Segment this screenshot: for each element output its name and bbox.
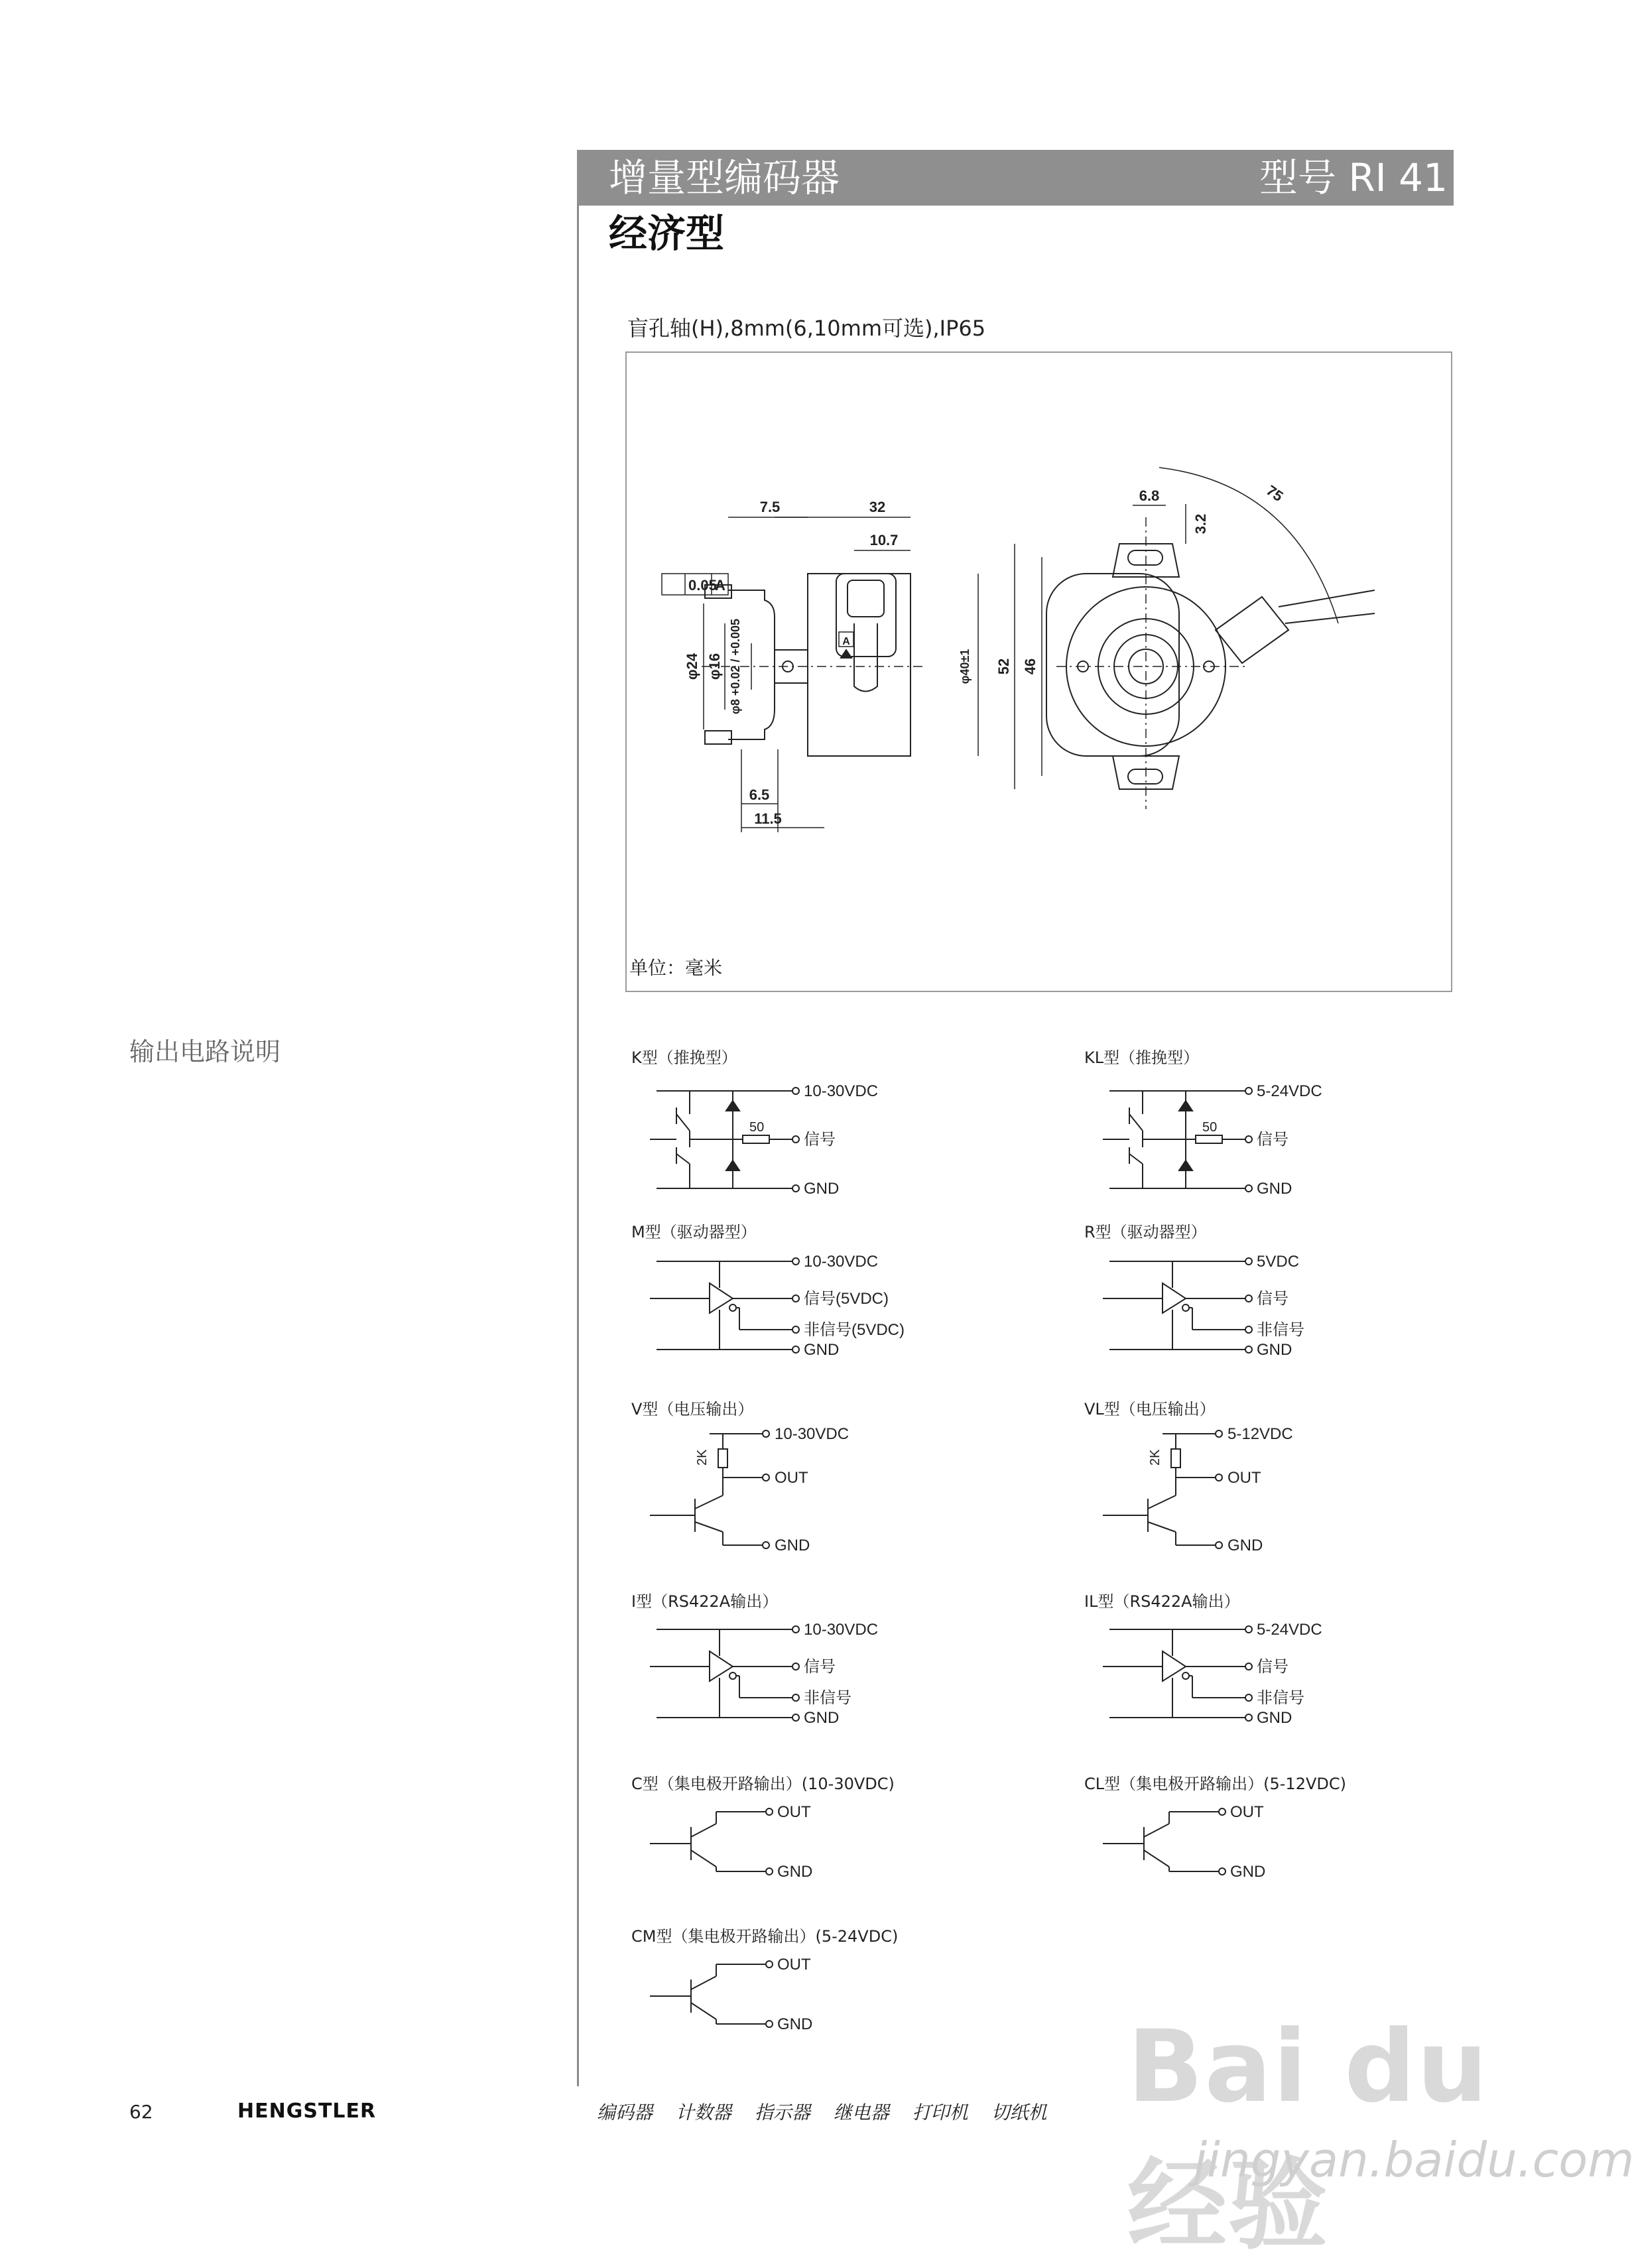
circuit-il bbox=[1103, 1615, 1381, 1728]
footer-category: 继电器 bbox=[833, 2102, 889, 2123]
circuit-title-vl: VL型（电压输出） bbox=[1084, 1400, 1216, 1418]
cm-gnd: GND bbox=[777, 2015, 813, 2033]
dim-52: 52 bbox=[995, 658, 1012, 675]
cl-out: OUT bbox=[1230, 1803, 1264, 1821]
m-voltage: 10-30VDC bbox=[804, 1253, 879, 1271]
dim-32: 32 bbox=[869, 499, 886, 515]
vl-gnd: GND bbox=[1227, 1537, 1263, 1554]
page-title: 增量型编码器 bbox=[609, 155, 840, 200]
footer-category: 编码器 bbox=[597, 2102, 653, 2123]
datum-box-label: A bbox=[842, 636, 850, 647]
vl-out: OUT bbox=[1227, 1469, 1261, 1487]
clamp-strap bbox=[854, 623, 877, 692]
k-resistor: 50 bbox=[749, 1120, 765, 1135]
m-gnd: GND bbox=[804, 1341, 840, 1359]
footer-category: 切纸机 bbox=[991, 2102, 1047, 2123]
circuit-title-il: IL型（RS422A输出） bbox=[1084, 1592, 1240, 1611]
r-gnd: GND bbox=[1257, 1341, 1292, 1359]
r-voltage: 5VDC bbox=[1257, 1253, 1300, 1271]
footer-categories bbox=[597, 2098, 1064, 2125]
i-inverse-signal: 非信号 bbox=[804, 1689, 851, 1707]
v-voltage: 10-30VDC bbox=[775, 1425, 849, 1443]
clamp-head bbox=[848, 580, 884, 617]
dim-11-5: 11.5 bbox=[754, 810, 782, 827]
page-subtitle: 经济型 bbox=[609, 211, 725, 256]
m-signal: 信号(5VDC) bbox=[804, 1290, 889, 1308]
circuit-c bbox=[650, 1797, 889, 1883]
dim-7-5: 7.5 bbox=[759, 499, 781, 515]
dim-phi40: φ40±1 bbox=[958, 649, 972, 684]
circuit-kl bbox=[1103, 1074, 1381, 1200]
dim-phi8: φ8 +0.02 / +0.005 bbox=[729, 619, 742, 714]
dim-6-8: 6.8 bbox=[1139, 487, 1160, 504]
page-number: 62 bbox=[129, 2101, 153, 2123]
k-signal: 信号 bbox=[804, 1131, 836, 1149]
il-signal: 信号 bbox=[1257, 1658, 1288, 1676]
kl-signal: 信号 bbox=[1257, 1131, 1288, 1149]
c-out: OUT bbox=[777, 1803, 811, 1821]
slot-bottom bbox=[1128, 769, 1163, 784]
dim-10-7: 10.7 bbox=[869, 532, 899, 548]
cable-gland bbox=[1216, 597, 1288, 663]
i-gnd: GND bbox=[804, 1709, 840, 1727]
circuit-cm bbox=[650, 1950, 889, 2036]
circuit-title-kl: KL型（推挽型） bbox=[1084, 1048, 1200, 1067]
circuit-v bbox=[650, 1419, 902, 1552]
dim-75: 75 bbox=[1263, 481, 1287, 505]
screw-bottom bbox=[705, 731, 731, 744]
model-number: 型号 RI 41 bbox=[1259, 155, 1448, 200]
circuit-i bbox=[650, 1615, 928, 1728]
r-inverse-signal: 非信号 bbox=[1257, 1321, 1304, 1339]
brand-name: HENGSTLER bbox=[237, 2100, 377, 2123]
r-signal: 信号 bbox=[1257, 1290, 1288, 1308]
circuit-title-k: K型（推挽型） bbox=[631, 1048, 737, 1067]
il-gnd: GND bbox=[1257, 1709, 1292, 1727]
dim-phi16: φ16 bbox=[706, 653, 723, 680]
circuit-title-cl: CL型（集电极开路输出）(5-12VDC) bbox=[1084, 1775, 1346, 1793]
vertical-rule bbox=[577, 150, 579, 2086]
circuit-vl bbox=[1103, 1419, 1355, 1552]
footer-category: 打印机 bbox=[912, 2102, 968, 2123]
dim-3-2: 3.2 bbox=[1192, 513, 1209, 535]
dim-phi24: φ24 bbox=[684, 653, 700, 680]
drawing-caption: 盲孔轴(H),8mm(6,10mm可选),IP65 bbox=[627, 316, 986, 341]
circuit-r bbox=[1103, 1247, 1381, 1359]
k-gnd: GND bbox=[804, 1180, 840, 1198]
footer-category: 计数器 bbox=[675, 2102, 731, 2123]
vl-voltage: 5-12VDC bbox=[1227, 1425, 1293, 1443]
dim-6-5: 6.5 bbox=[749, 787, 770, 803]
i-signal: 信号 bbox=[804, 1658, 836, 1676]
kl-gnd: GND bbox=[1257, 1180, 1292, 1198]
c-gnd: GND bbox=[777, 1863, 813, 1881]
v-gnd: GND bbox=[775, 1537, 810, 1554]
circuit-title-cm: CM型（集电极开路输出）(5-24VDC) bbox=[631, 1927, 899, 1946]
vl-resistor: 2K bbox=[1148, 1449, 1163, 1466]
circuit-title-v: V型（电压输出） bbox=[631, 1400, 754, 1418]
circuit-title-i: I型（RS422A输出） bbox=[631, 1592, 779, 1611]
il-inverse-signal: 非信号 bbox=[1257, 1689, 1304, 1707]
circuit-title-m: M型（驱动器型） bbox=[631, 1223, 757, 1241]
section-label: 输出电路说明 bbox=[129, 1037, 281, 1066]
watermark-logo: Bai du 经验 bbox=[1127, 2009, 1489, 2263]
dim-tolerance: 0.05 bbox=[688, 577, 717, 594]
circuit-title-r: R型（驱动器型） bbox=[1084, 1223, 1207, 1241]
cl-gnd: GND bbox=[1230, 1863, 1266, 1881]
dim-46: 46 bbox=[1022, 658, 1038, 675]
footer-category: 指示器 bbox=[754, 2102, 810, 2123]
k-voltage: 10-30VDC bbox=[804, 1082, 879, 1100]
kl-resistor: 50 bbox=[1202, 1120, 1218, 1135]
i-voltage: 10-30VDC bbox=[804, 1621, 879, 1639]
circuit-title-c: C型（集电极开路输出）(10-30VDC) bbox=[631, 1775, 895, 1793]
m-inverse-signal: 非信号(5VDC) bbox=[804, 1321, 905, 1339]
v-resistor: 2K bbox=[695, 1449, 710, 1466]
cm-out: OUT bbox=[777, 1956, 811, 1974]
encoder-body-side bbox=[808, 574, 911, 756]
dim-datum: A bbox=[715, 577, 725, 594]
unit-note: 单位：毫米 bbox=[629, 957, 723, 979]
slot-top bbox=[1128, 550, 1163, 565]
watermark-url: jingyan.baidu.com bbox=[1194, 2132, 1634, 2188]
kl-voltage: 5-24VDC bbox=[1257, 1082, 1322, 1100]
dimension-drawing bbox=[625, 351, 1452, 992]
circuit-m bbox=[650, 1247, 942, 1359]
circuit-k bbox=[650, 1074, 928, 1200]
v-out: OUT bbox=[775, 1469, 808, 1487]
circuit-cl bbox=[1103, 1797, 1342, 1883]
il-voltage: 5-24VDC bbox=[1257, 1621, 1322, 1639]
